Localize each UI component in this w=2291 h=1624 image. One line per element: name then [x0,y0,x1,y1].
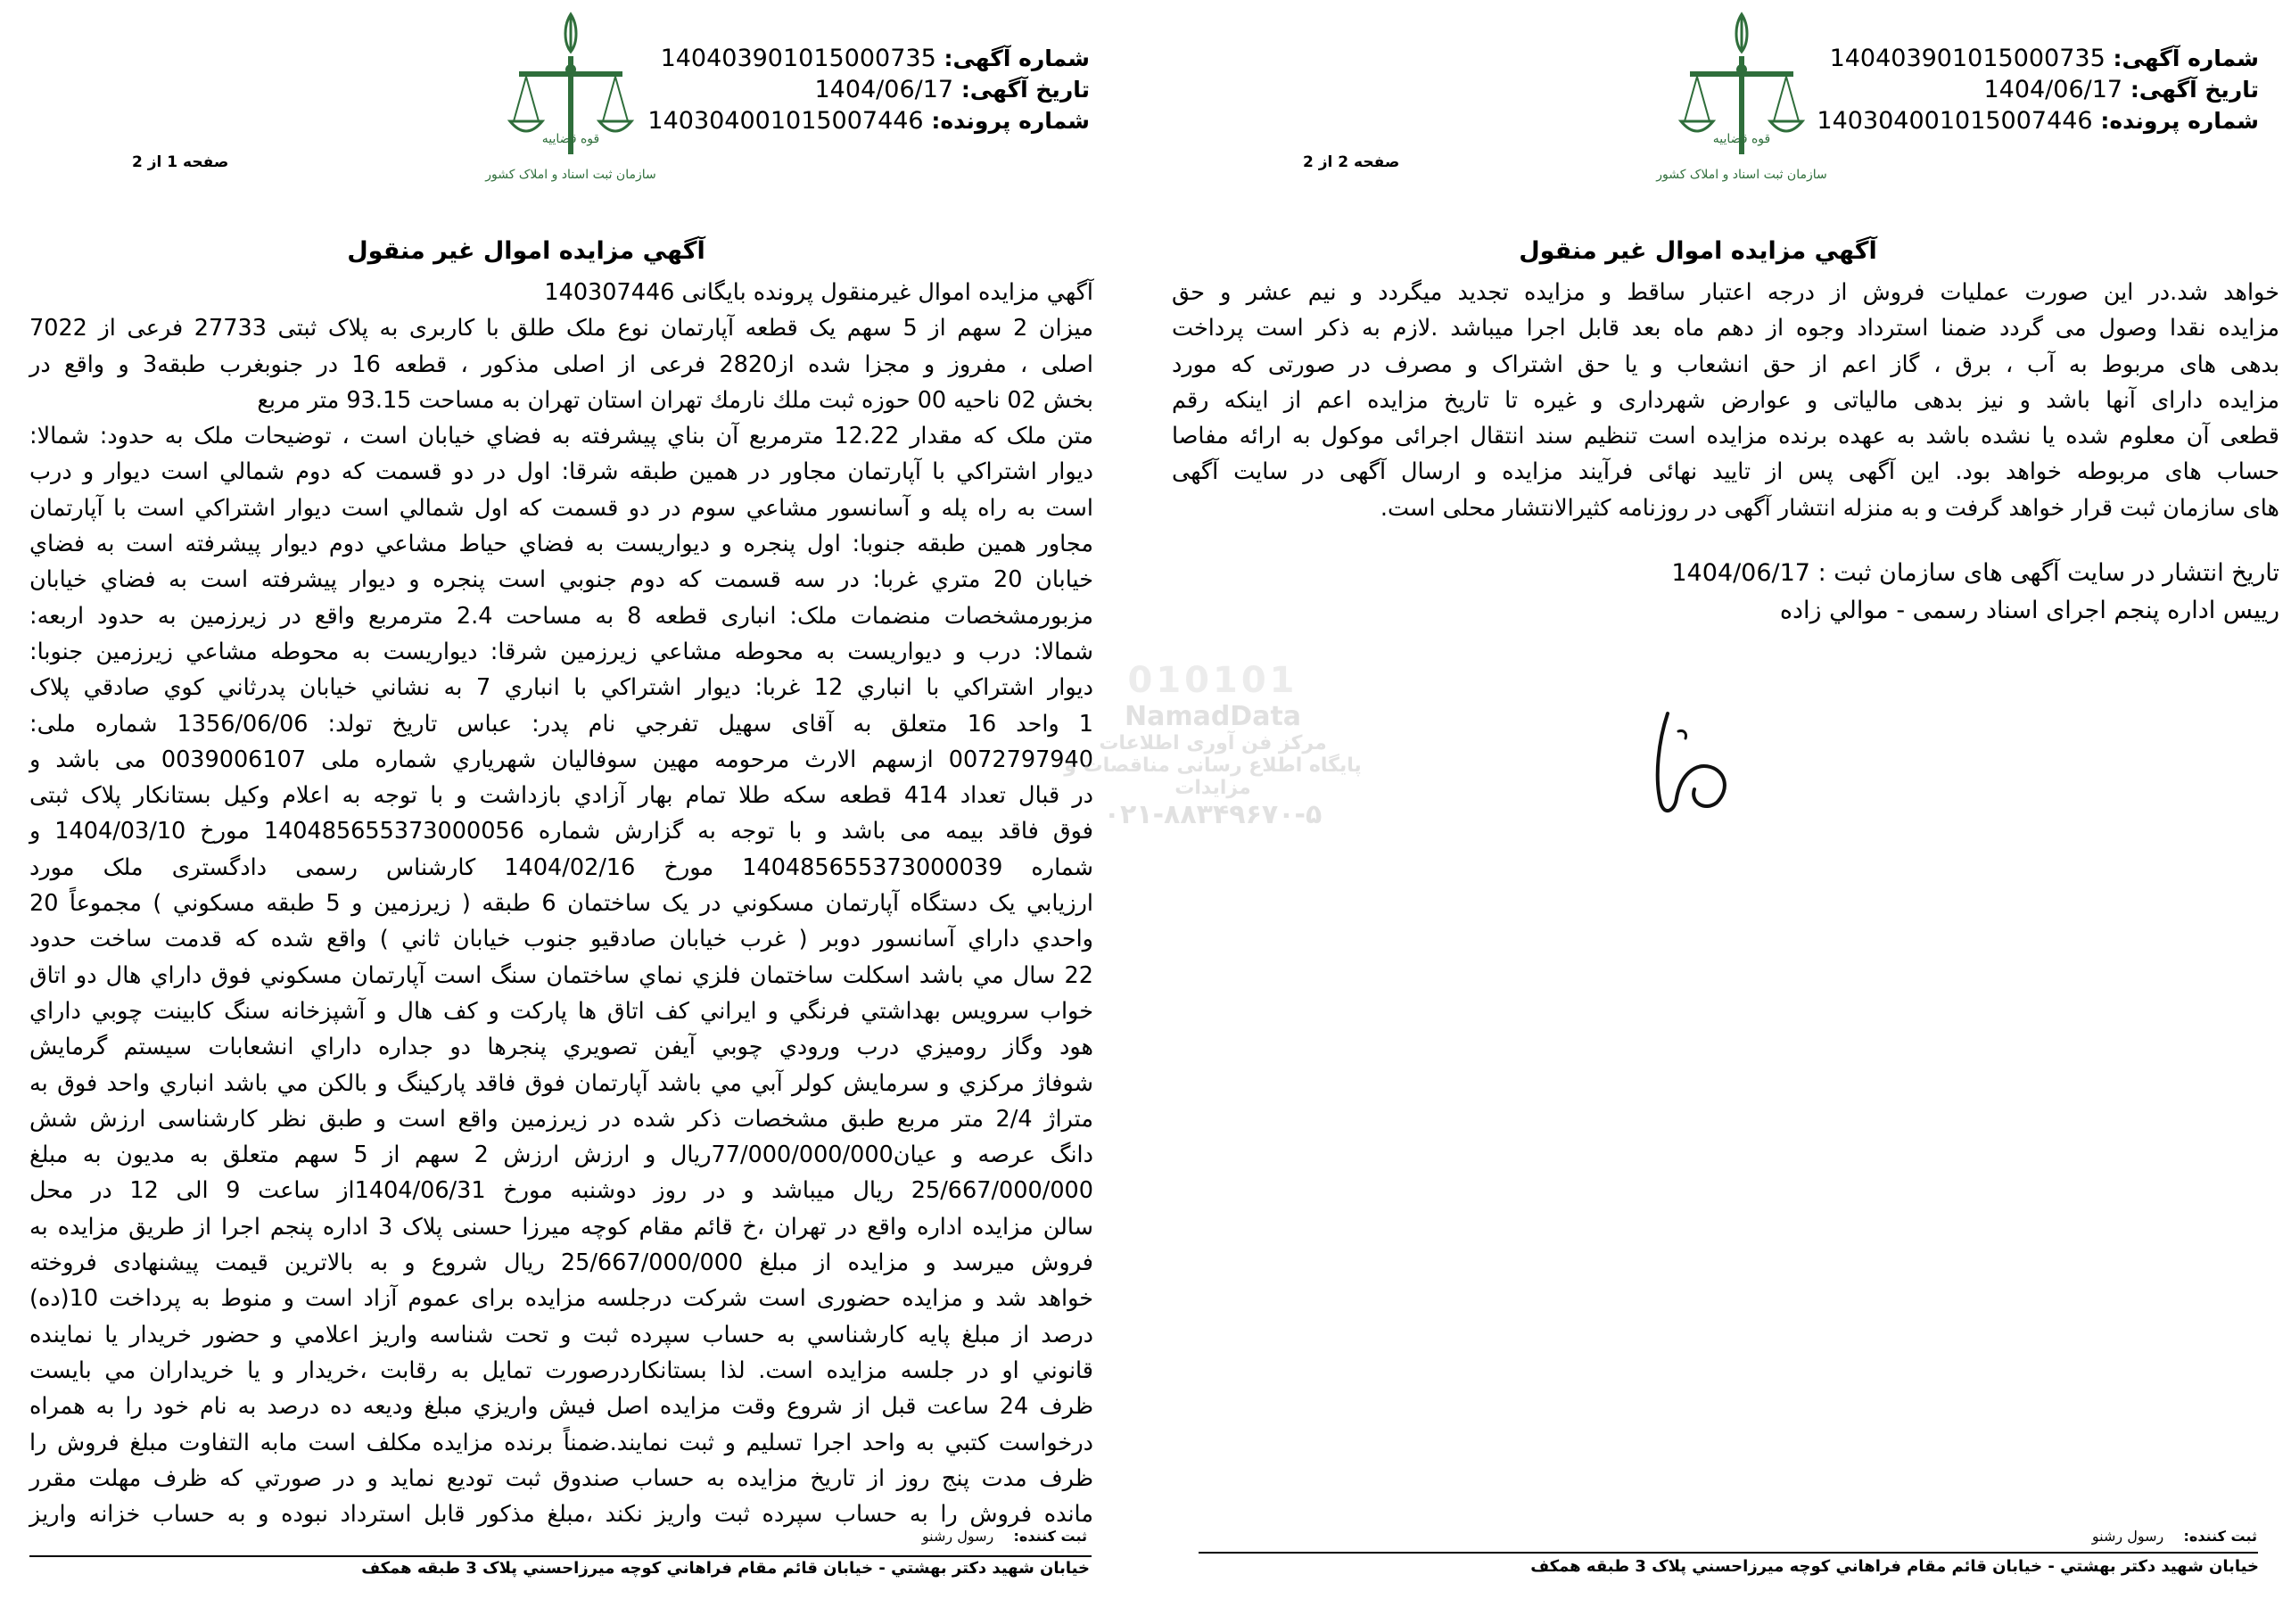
watermark-line2: پایگاه اطلاع رسانی مناقصات و مزایدات [1064,754,1362,799]
body-line: قانوني او در جلسه مزايده است. لذا بستانكاردرصورت تمايل به رقابت ،خريدار و يا خريداران مي بايست [29,1356,1093,1384]
ad-number-label: شماره آگهی: [2113,45,2259,71]
body-line: بخش 02 ناحيه 00 حوزه ثبت ملك نارمك تهران استان تهران به مساحت 93.15 متر مربع [257,386,1093,414]
body-line: شوفاژ مركزي و سرمايش كولر آبي مي باشد آپارتمان فوق فاقد پاركينگ و بالكن مي باشد انباري واحد فوق به [29,1069,1093,1097]
body-line: ظرف 24 ساعت قبل از شروع وقت مزايده اصل فيش واريزي مبلغ وديعه ده درصد به نام خود را به همراه [29,1393,1094,1421]
registrar [2092,1528,2257,1545]
registrar-label: ثبت کننده: [2183,1528,2257,1545]
body-line: متراژ 2/4 متر مربع طبق مشخصات ذكر شده در زيرزمين واقع است و طبق نظر كارشناسی ارزش شش [29,1105,1093,1133]
publish-date: 1404/06/17 [1671,559,1810,587]
body-line: اصلی ، مفروز و مجزا شده از2820 فرعی از اصلی مذکور ، قطعه 16 در جنوبغرب طبقه3 و واقع در [29,350,1094,378]
body-line: ديوار اشتراكي با انباري 12 غربا: ديوار اشتراكي با انباري 7 به نشاني خيابان پدرثاني كوي صادقي پلاک [29,674,1093,702]
logo-line-2: سازمان ثبت اسناد و املاک کشور [1656,168,1827,182]
watermark-line1: مرکز فن آوری اطلاعات [1099,732,1327,754]
watermark-phone: ۰۲۱-۸۸۳۴۹۶۷۰-۵ [1103,799,1323,830]
body-line: 1 واحد 16 متعلق به آقای سهيل تفرجي نام پدر: عباس تاريخ تولد: 1356/06/06 شماره ملی: [29,710,1093,738]
body-line: ميزان 2 سهم از 5 سهم يک قطعه آپارتمان نوع ملک طلق با کاربری به پلاک ثبتی 27733 فرعی از 7022 [29,315,1094,342]
body-line: 0072797940 ازسهم الارث مرحومه مهين سوفاليان شهرياري شماره ملی 0039006107 می باشد و [29,746,1093,773]
body-line: 22 سال مي باشد اسكلت ساختمان فلزي نماي ساختمان سنگ است آپارتمان مسكوني فوق داراي هال دو اتاق [29,961,1093,989]
body-line: مانده فروش را به حساب سپرده ثبت واريز نكند ،مبلغ مذكور قابل استرداد نبوده و به حساب خزانه واريز [29,1501,1093,1529]
ad-date: 1404/06/17 [1983,76,2123,103]
ad-header [1813,43,2259,136]
body-line: مزايده نقدا وصول می گردد ضمنا استرداد وجوه از دهم ماه بعد قابل اجرا ميباشد .لازم به ذکر است پرداخت [1172,315,2279,342]
body-line: هود وگاز روميزي درب ورودي چوبي آيفن تصويري پنجرها دو جداره داراي انشعابات سيستم گرمايش [29,1034,1093,1061]
body-line: خواب سرويس بهداشتي فرنگي و ايراني كف اتاق ها پاركت و كف هال و آشپزخانه سنگ كابينت چوبي داراي [29,997,1093,1025]
body-line: فوق فاقد بيمه می باشد و با توجه به گزارش شماره 140485655373000056 مورخ 1404/03/10 و [29,818,1093,845]
ad-number: 140403901015000735 [660,45,936,72]
footer-divider [1199,1552,2258,1554]
body-line: مزايده دارای آنها باشد و نيز بدهی مالياتی و عوارض شهرداری و غيره تا تاريخ مزايده اعم از اينکه رقم [1172,386,2279,414]
judiciary-logo [1652,7,1831,203]
footer-address: خيابان شهيد دكتر بهشتي - خيابان قائم مقام فراهاني كوچه ميرزاحسني پلاک 3 طبقه همكف [361,1559,1090,1578]
ad-header [644,43,1090,136]
body-line: درصد از مبلغ پايه كارشناسي به حساب سپرده ثبت و تحت شناسه واريز اعلامي و حضور خريدار يا نماينده [29,1321,1093,1348]
body-line: های سازمان ثبت قرار خواهد گرفت و به منزله انتشار آگهی در روزنامه کثيرالانتشار محلی است. [1380,494,2279,522]
body-line: متن ملک که مقدار 12.22 مترمربع آن بناي پيشرفته به فضاي خيابان است ، توضيحات ملک به حدود: شمالا: [29,423,1094,450]
judiciary-logo [482,7,660,203]
ad-number-label: شماره آگهی: [944,45,1090,71]
body-line: شمالا: درب و ديواريست به محوطه مشاعي زيرزمين شرقا: ديواريست به محوطه مشاعي زيرزمين جنوبا: [29,638,1093,665]
body-line: شماره 140485655373000039 مورخ 1404/02/16 كارشناس رسمی دادگستری ملک مورد [29,853,1093,881]
page-title: آگهي مزايده اموال غير منقول [347,237,705,265]
body-line: مجاور همين طبقه جنوبا: اول پنجره و ديواريست به فضاي حياط مشاعي دوم ديوار پيشرفته است به فضاي [29,531,1093,558]
logo-line-1: قوه قضاییه [541,132,600,146]
case-number: 140304001015007446 [647,107,924,135]
signatory: رييس اداره پنجم اجرای اسناد رسمی - موالي زاده [1779,597,2279,624]
body-line: 25/667/000/000 ريال ميباشد و در روز دوشنبه مورخ 1404/06/31از ساعت 9 الی 12 در محل [29,1177,1093,1205]
body-line: بدهی های مربوط به آب ، برق ، گاز اعم از حق انشعاب و يا حق اشتراک و مصرف در صورتی که مورد [1172,350,2279,378]
body-line: در قبال تعداد 414 قطعه سكه طلا تمام بهار آزادي بازداشت و با توجه به اعلام وكيل بستانكار پلاک ثبتی [29,782,1093,810]
watermark-digits: 010101 [1127,660,1298,701]
page-indicator: صفحه 1 از 2 [132,153,229,171]
footer-address: خيابان شهيد دكتر بهشتي - خيابان قائم مقام فراهاني كوچه ميرزاحسني پلاک 3 طبقه همكف [1530,1557,2259,1576]
logo-line-1: قوه قضاییه [1712,132,1771,146]
registrar [922,1528,1087,1545]
logo-line-2: سازمان ثبت اسناد و املاک کشور [485,168,656,182]
body-line: حساب های مربوطه خواهد بود. اين آگهی پس از تاييد نهائی فرآيند مزايده و ارسال آگهی در سايت آگهی [1172,458,2279,486]
registrar-name: رسول رشنو [2091,1528,2164,1545]
page-indicator: صفحه 2 از 2 [1303,153,1400,171]
publish-info [1671,555,2279,630]
body-line: خواهد شد و مزايده حضوری است شركت درجلسه مزايده برای عموم آزاد است و منوط به پرداخت 10(ده) [29,1285,1093,1313]
page-title: آگهي مزايده اموال غير منقول [1519,237,1877,265]
body-line: ديوار اشتراكي با آپارتمان مجاور در همين طبقه شرقا: اول در دو قسمت كه دوم شمالي است ديوار و درب [29,458,1093,486]
notice-body [1172,275,2279,526]
ad-date: 1404/06/17 [814,76,954,103]
body-line: فروش ميرسد و مزايده از مبلغ 25/667/000/000 ريال شروع و به بالاترين قيمت پيشنهادی فروخته [29,1249,1094,1277]
body-line: آگهي مزايده اموال غيرمنقول پرونده بايگانی 140307446 [544,279,1093,306]
ad-date-label: تاریخ آگهی: [960,77,1090,103]
watermark-brand: NamadData [1124,701,1302,732]
ad-number: 140403901015000735 [1829,45,2106,72]
body-line: سالن مزايده اداره واقع در تهران ،خ قائم مقام كوچه ميرزا حسنی پلاک 3 اداره پنجم اجرا از طريق مزايده به [29,1213,1094,1241]
registrar-name: رسول رشنو [921,1528,994,1545]
notice-body [29,275,1093,1532]
body-line: ظرف مدت پنج روز از تاريخ مزايده به حساب صندوق ثبت توديع نمايد و در صورتي كه ظرف مهلت مقرر [29,1464,1093,1492]
body-line: خيابان 20 متري غربا: در سه قسمت كه دوم جنوبي است پنجره و ديوار پيشرفته است به فضاي خيابان [29,566,1093,594]
signature-icon [1605,678,1792,838]
case-number: 140304001015007446 [1817,107,2093,135]
case-number-label: شماره پرونده: [931,108,1090,134]
body-line: مزبورمشخصات منضمات ملک: انباری قطعه 8 به مساحت 2.4 مترمربع واقع در زيرزمين به حدود اربعه: [29,602,1093,630]
body-line: ارزيابي يک دستگاه آپارتمان مسكوني در يک ساختمان 6 طبقه ( زيرزمين و 5 طبقه مسكوني ) مجموعاً 20 [29,890,1093,918]
body-line: خواهد شد.در اين صورت عمليات فروش از درجه اعتبار ساقط و مزايده تجديد ميگردد و نيم عشر و حق [1172,279,2279,306]
publish-label: تاريخ انتشار در سايت آگهی های سازمان ثبت : [1817,559,2279,587]
case-number-label: شماره پرونده: [2100,108,2259,134]
body-line: واحدي داراي آسانسور دوبر ( غرب خيابان صادقيو جنوب خيابان ثاني ) واقع شده كه قدمت ساخت حدود [29,926,1093,953]
watermark [1034,660,1391,830]
body-line: قطعی آن معلوم شده يا نشده باشد به عهده برنده مزايده است تنظيم سند انتقال اجرائی موکول به ارائه مفاصا [1172,423,2279,450]
body-line: درخواست كتبي به واحد اجرا تسليم و ثبت نمايند.ضمناً برنده مزايده مكلف است مابه التفاوت مبلغ فروش را [29,1429,1093,1456]
body-line: است به راه پله و آسانسور مشاعي سوم در دو قسمت كه اول شمالي است ديوار اشتراكي است با آپارتمان [29,494,1093,522]
ad-date-label: تاریخ آگهی: [2130,77,2259,103]
body-line: دانگ عرصه و عيان77/000/000/000ريال و ارزش ارزش 2 سهم از 5 سهم متعلق به مديون به مبلغ [29,1142,1093,1169]
registrar-label: ثبت کننده: [1013,1528,1087,1545]
footer-divider [29,1555,1092,1557]
